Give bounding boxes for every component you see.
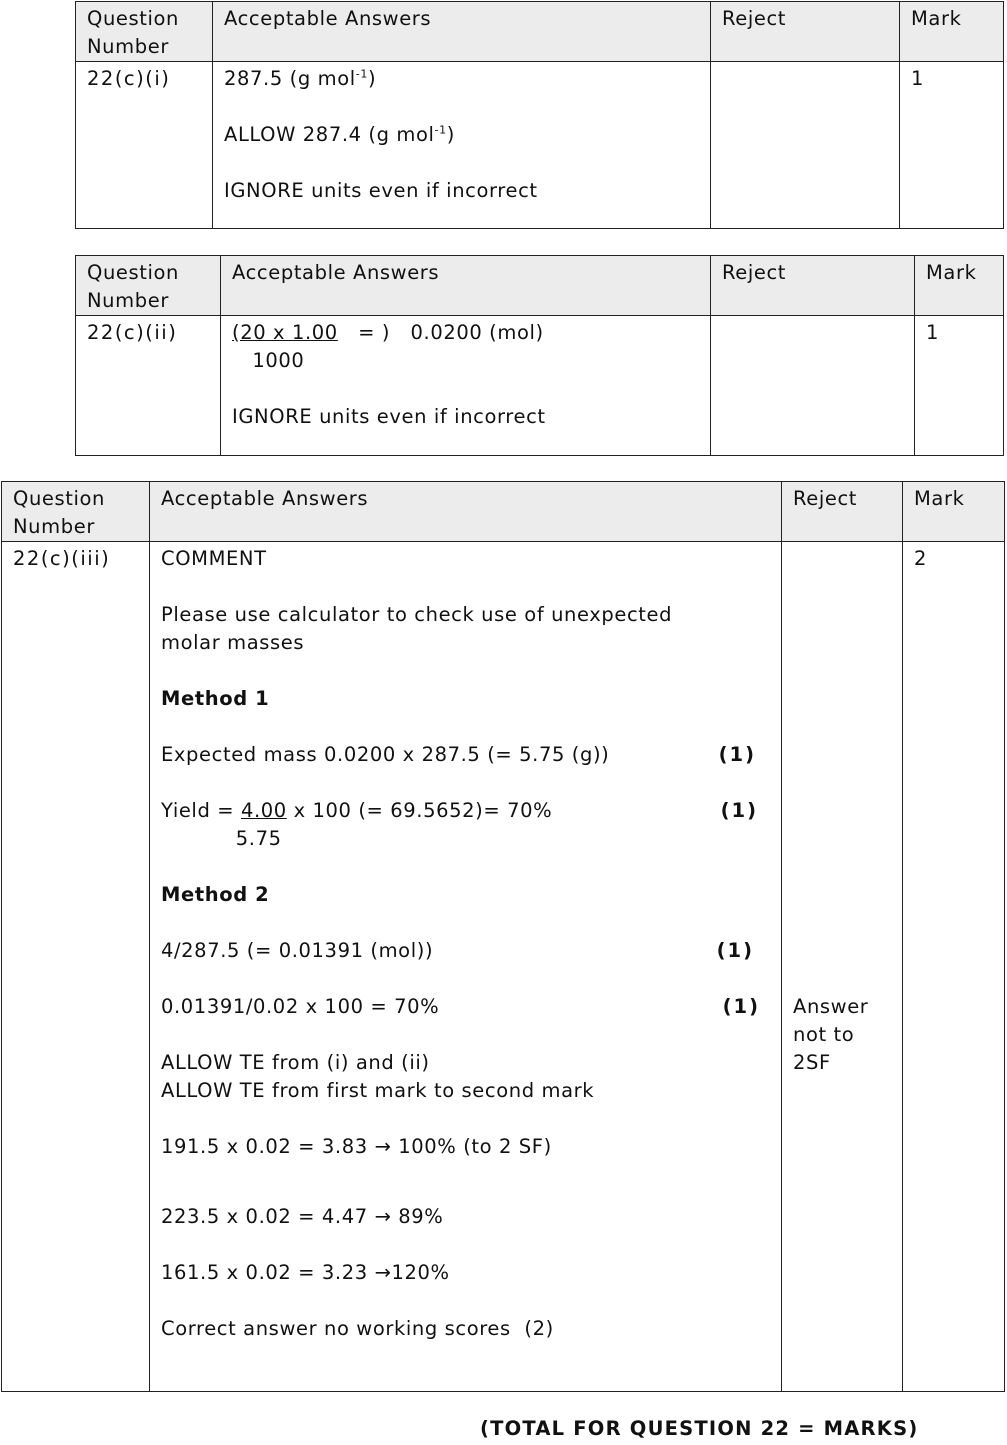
method-1-step-1: Expected mass 0.0200 x 287.5 (= 5.75 (g)) (1) xyxy=(161,743,756,766)
comment-heading: COMMENT xyxy=(161,547,267,570)
header-reject: Reject xyxy=(711,256,915,316)
header-row xyxy=(76,256,1004,316)
allow-line: ALLOW TE from (i) and (ii) xyxy=(161,1051,430,1074)
answer-row xyxy=(2,542,1005,1392)
calculator-note: molar masses xyxy=(161,631,305,654)
header-acceptable-answers: Acceptable Answers xyxy=(221,256,711,316)
example-calculation: 223.5 x 0.02 = 4.47 → 89% xyxy=(161,1205,444,1228)
header-reject: Reject xyxy=(782,482,903,542)
ignore-line: IGNORE units even if incorrect xyxy=(224,179,538,202)
header-mark: Mark xyxy=(915,256,1004,316)
header-reject: Reject xyxy=(711,2,900,62)
fraction-denominator: 1000 xyxy=(232,349,305,372)
header-row xyxy=(2,482,1005,542)
allow-line: ALLOW TE from first mark to second mark xyxy=(161,1079,595,1102)
answer-line: 287.5 (g mol$^{-1}$) xyxy=(224,67,377,90)
mark-value: 1 xyxy=(915,316,1004,456)
fraction-line: (20 x 1.00 = ) 0.0200 (mol) xyxy=(232,321,544,344)
acceptable-answers-cell xyxy=(150,542,782,1392)
fraction-numerator: (20 x 1.00 xyxy=(232,321,338,344)
answer-row xyxy=(76,62,1004,229)
method-2-step-1: 4/287.5 (= 0.01391 (mol)) (1) xyxy=(161,939,754,962)
method-2-heading: Method 2 xyxy=(161,883,270,906)
question-number: 22(c)(iii) xyxy=(2,542,150,1392)
reject-text: 2SF xyxy=(793,1051,831,1074)
acceptable-answers-cell xyxy=(221,316,711,456)
method-1-heading: Method 1 xyxy=(161,687,270,710)
question-total: (TOTAL FOR QUESTION 22 = MARKS) xyxy=(480,1417,919,1440)
method-2-step-2: 0.01391/0.02 x 100 = 70% (1) xyxy=(161,995,760,1018)
calculator-note: Please use calculator to check use of unexpected xyxy=(161,603,673,626)
header-mark: Mark xyxy=(900,2,1004,62)
question-number: 22(c)(i) xyxy=(76,62,213,229)
mark-value: 1 xyxy=(900,62,1004,229)
reject-text: not to xyxy=(793,1023,855,1046)
mark-value: 2 xyxy=(903,542,1005,1392)
acceptable-answers-cell xyxy=(213,62,711,229)
example-calculation: 161.5 x 0.02 = 3.23 →120% xyxy=(161,1261,450,1284)
mark-scheme-table-22ciii xyxy=(1,481,1005,1392)
header-row xyxy=(76,2,1004,62)
allow-line: ALLOW 287.4 (g mol$^{-1}$) xyxy=(224,123,455,146)
example-calculation: 191.5 x 0.02 = 3.83 → 100% (to 2 SF) xyxy=(161,1135,552,1158)
mark-scheme-table-22cii xyxy=(75,255,1004,456)
answer-row xyxy=(76,316,1004,456)
correct-answer-note: Correct answer no working scores (2) xyxy=(161,1317,554,1340)
header-mark: Mark xyxy=(903,482,1005,542)
header-acceptable-answers: Acceptable Answers xyxy=(150,482,782,542)
method-1-step-2: Yield = 4.00 x 100 (= 69.5652)= 70% (1) xyxy=(161,799,758,822)
reject-cell xyxy=(711,62,900,229)
yield-denominator: 5.75 xyxy=(161,827,282,850)
mark-scheme-table-22ci xyxy=(75,1,1004,229)
header-question-number: Question Number xyxy=(2,482,150,542)
question-number: 22(c)(ii) xyxy=(76,316,221,456)
ignore-line: IGNORE units even if incorrect xyxy=(232,405,546,428)
header-acceptable-answers: Acceptable Answers xyxy=(213,2,711,62)
header-question-number: Question Number xyxy=(76,256,221,316)
reject-cell xyxy=(782,542,903,1392)
header-question-number: Question Number xyxy=(76,2,213,62)
reject-cell xyxy=(711,316,915,456)
reject-text: Answer xyxy=(793,995,869,1018)
